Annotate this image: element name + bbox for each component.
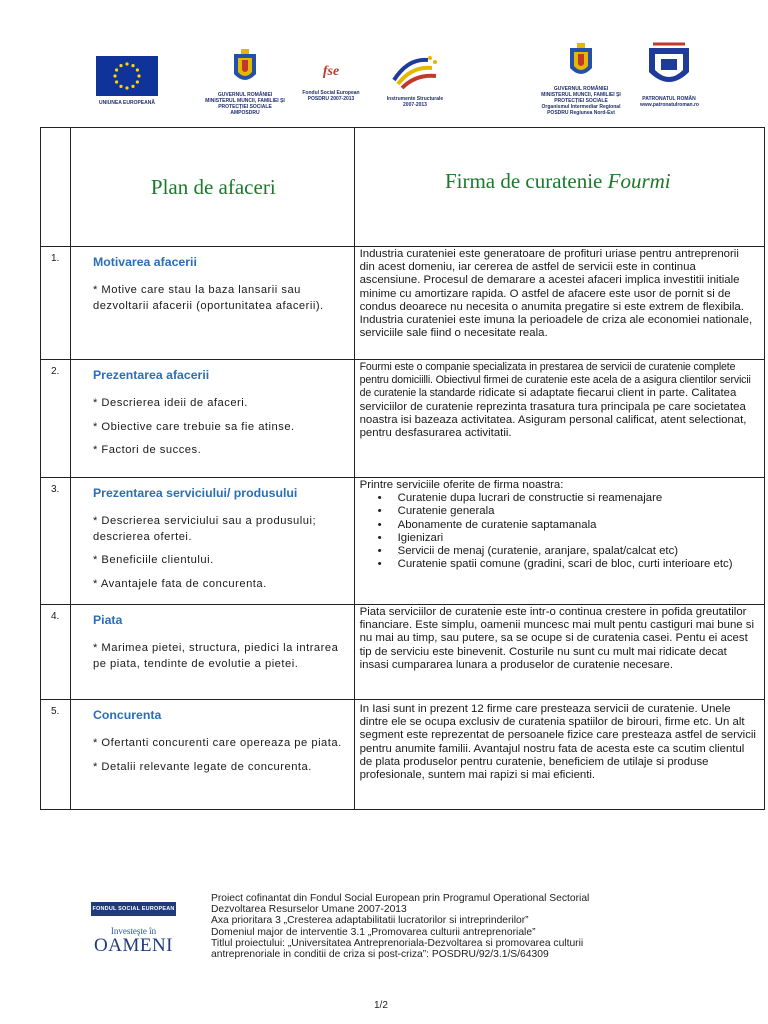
structural-instruments-logo bbox=[380, 50, 450, 108]
business-plan-table bbox=[40, 127, 765, 810]
table-row bbox=[41, 700, 765, 810]
fse-footer-invest: Investeşte în bbox=[110, 926, 157, 936]
fse-logo bbox=[296, 54, 366, 102]
row-number: 5. bbox=[41, 700, 71, 810]
romania-crest-icon bbox=[568, 42, 594, 82]
fse-footer-bar: FONDUL SOCIAL EUROPEAN bbox=[91, 902, 176, 916]
section-title: Motivarea afacerii bbox=[92, 255, 197, 269]
table-row bbox=[41, 605, 765, 700]
section-bullet: * Factori de succes. bbox=[92, 444, 202, 456]
table-row bbox=[41, 247, 765, 360]
services-list bbox=[360, 492, 756, 571]
section-cell bbox=[70, 478, 354, 605]
section-bullet: * Avantajele fata de concurenta. bbox=[92, 577, 267, 590]
section-bullet: * Detalii relevante legate de concurenta. bbox=[92, 760, 312, 773]
company-name: Fourmi bbox=[607, 169, 671, 193]
table-row bbox=[41, 478, 765, 605]
structural-instruments-icon bbox=[388, 50, 442, 92]
section-bullet: * Marimea pietei, structura, piedici la intrarea pe piata, tendinte de evolutie a pietei. bbox=[92, 642, 339, 670]
footer-line: antreprenoriale in conditii de criza si post-criza”: POSDRU/92/3.1/S/64309 bbox=[211, 949, 549, 961]
fse-footer-logo bbox=[91, 902, 176, 956]
regional-government-caption: GUVERNUL ROMÂNIEI MINISTERUL MUNCII, FAMILIEI ȘI PROTECȚIEI SOCIALE Organismul Intermediar Regional POSDRU Regiunea Nord-Est bbox=[541, 86, 621, 116]
footer-line: Titlul proiectului: „Universitatea Antreprenoriala-Dezvoltarea si promovarea culturii bbox=[211, 937, 584, 949]
description-cell: In Iasi sunt in prezent 12 firme care presteaza servicii de curatenie. Unele dintre ele se ocupa exclusiv de curatenia spatiilor de birouri, firme etc. Un alt segment este reprezentat de persoanele fizice care presteaza astfel de servicii pentru anumite familii. Avantajul nostru fata de acesta este ca scutim clientul de plata produselor pentru curatenie, beneficiem de utilaje si produse profesionale, suntem mai rapizi si mai eficienti. bbox=[354, 700, 764, 810]
section-bullet: * Beneficiile clientului. bbox=[92, 554, 214, 566]
row-number: 4. bbox=[41, 605, 71, 700]
fse-caption: Fondul Social European POSDRU 2007-2013 bbox=[302, 90, 360, 102]
footer-line: Dezvoltarea Resurselor Umane 2007-2013 bbox=[211, 904, 407, 916]
list-item: • Servicii de menaj (curatenie, aranjare, spalat/calcat etc) bbox=[360, 545, 756, 558]
logo-header bbox=[0, 38, 768, 138]
section-bullet: * Descrierea ideii de afaceri. bbox=[92, 397, 248, 409]
footer-line: Axa prioritara 3 „Cresterea adaptabilitatii lucratorilor si intreprinderilor” bbox=[211, 915, 529, 927]
section-cell bbox=[70, 360, 354, 478]
table-row bbox=[41, 360, 765, 478]
section-title: Prezentarea serviciului/ produsului bbox=[92, 486, 298, 500]
list-item: • Igienizari bbox=[360, 532, 756, 545]
fse-footer-oameni: OAMENI bbox=[94, 935, 173, 956]
list-item: • Abonamente de curatenie saptamanala bbox=[360, 519, 756, 532]
section-cell bbox=[70, 605, 354, 700]
romania-crest-icon bbox=[232, 48, 258, 88]
description-cell bbox=[354, 360, 764, 478]
eu-flag-icon bbox=[96, 56, 158, 96]
section-bullet: * Obiective care trebuie sa fie atinse. bbox=[92, 420, 295, 433]
fse-mark: fse bbox=[322, 64, 340, 79]
company-title-text: Firma de curatenie bbox=[444, 169, 608, 193]
government-caption: GUVERNUL ROMÂNIEI MINISTERUL MUNCII, FAMILIEI ȘI PROTECȚIEI SOCIALE AMPOSDRU bbox=[205, 92, 285, 116]
row-number: 1. bbox=[41, 247, 71, 360]
description-cell: Industria curateniei este generatoare de profituri uriase pentru antreprenorii din acest domeniu, iar cererea de astfel de servicii este in continua ascensiune. Procesul de demarare a acestei afaceri implica investitii initiale minime cu amortizare rapida. O astfel de afacere este usor de pornit si de condus deoarece nu necesita o anumita pregatire si este extrem de flexibila. Industria curateniei este imuna la perioadele de criza ale economiei nationale, serviciile sale fiind o necesitate reala. bbox=[354, 247, 764, 360]
list-item: • Curatenie spatii comune (gradini, scari de bloc, curti interioare etc) bbox=[360, 558, 756, 571]
header-num-cell bbox=[41, 128, 71, 247]
eu-caption: UNIUNEA EUROPEANĂ bbox=[99, 100, 155, 106]
regional-government-logo bbox=[536, 42, 626, 116]
section-cell bbox=[70, 247, 354, 360]
row-number: 3. bbox=[41, 478, 71, 605]
description-cell: Piata serviciilor de curatenie este intr-o continua crestere in pofida greutatilor financiare. Este simplu, oamenii muncesc mai mult pentu castiguri mai bune si nu mai au timp, sau putere, sa se ocupe si de curatenia casei. Pentu ei acest tip de serviciu este binevenit. Costurile nu sunt cu mult mai ridicate decat insasi cumpararea lunara a produselor de curatenie necesare. bbox=[354, 605, 764, 700]
section-cell bbox=[70, 700, 354, 810]
section-bullet: * Ofertanti concurenti care opereaza pe piata. bbox=[92, 737, 342, 749]
footer-line: Proiect cofinantat din Fondul Social European prin Programul Operational Sectorial bbox=[211, 893, 590, 904]
list-item: • Curatenie dupa lucrari de constructie si reamenajare bbox=[360, 492, 756, 505]
patronatul-roman-icon bbox=[645, 42, 693, 94]
section-bullet: * Motive care stau la baza lansarii sau dezvoltarii afacerii (oportunitatea afacerii). bbox=[92, 284, 324, 312]
section-title: Piata bbox=[92, 613, 123, 627]
government-logo bbox=[200, 48, 290, 116]
eu-logo bbox=[96, 56, 158, 106]
structural-instruments-caption: Instrumente Structurale 2007-2013 bbox=[386, 96, 444, 108]
description-cell bbox=[354, 478, 764, 605]
services-intro: Printre serviciile oferite de firma noastra: bbox=[359, 479, 564, 491]
section-title: Prezentarea afacerii bbox=[92, 368, 210, 382]
description-text: ridicate si adaptate fiecarui client in parte. Calitatea serviciilor de curatenie reprezinta trasatura tura principala pe care societatea noastra isi bazeaza activitatea. Asiguram personal calificat, atent selectionat, pentru desfasurarea activitatii. bbox=[359, 387, 747, 440]
row-number: 2. bbox=[41, 360, 71, 478]
page-number: 1/2 bbox=[374, 1000, 388, 1011]
description-text: Fourmi este o companie specializata in prestarea de servicii de curatenie complete pentru domiciilli. Obiectivul firmei de curatenie este acela de a asigura clientilor servicii de curatenie la standarde bbox=[359, 361, 751, 400]
company-title bbox=[354, 128, 764, 247]
project-footer bbox=[211, 893, 731, 960]
section-title: Concurenta bbox=[92, 708, 162, 722]
table-header-row bbox=[41, 128, 765, 247]
footer-line: Domeniul major de interventie 3.1 „Promovarea culturii antreprenoriale” bbox=[211, 926, 536, 938]
list-item: • Curatenie generala bbox=[360, 505, 756, 518]
section-bullet: * Descrierea serviciului sau a produsului; descrierea ofertei. bbox=[92, 515, 317, 543]
plan-title: Plan de afaceri bbox=[70, 128, 354, 247]
patronatul-roman-caption: PATRONATUL ROMÂN www.patronatulroman.ro bbox=[640, 96, 699, 108]
patronatul-roman-logo bbox=[640, 42, 698, 108]
